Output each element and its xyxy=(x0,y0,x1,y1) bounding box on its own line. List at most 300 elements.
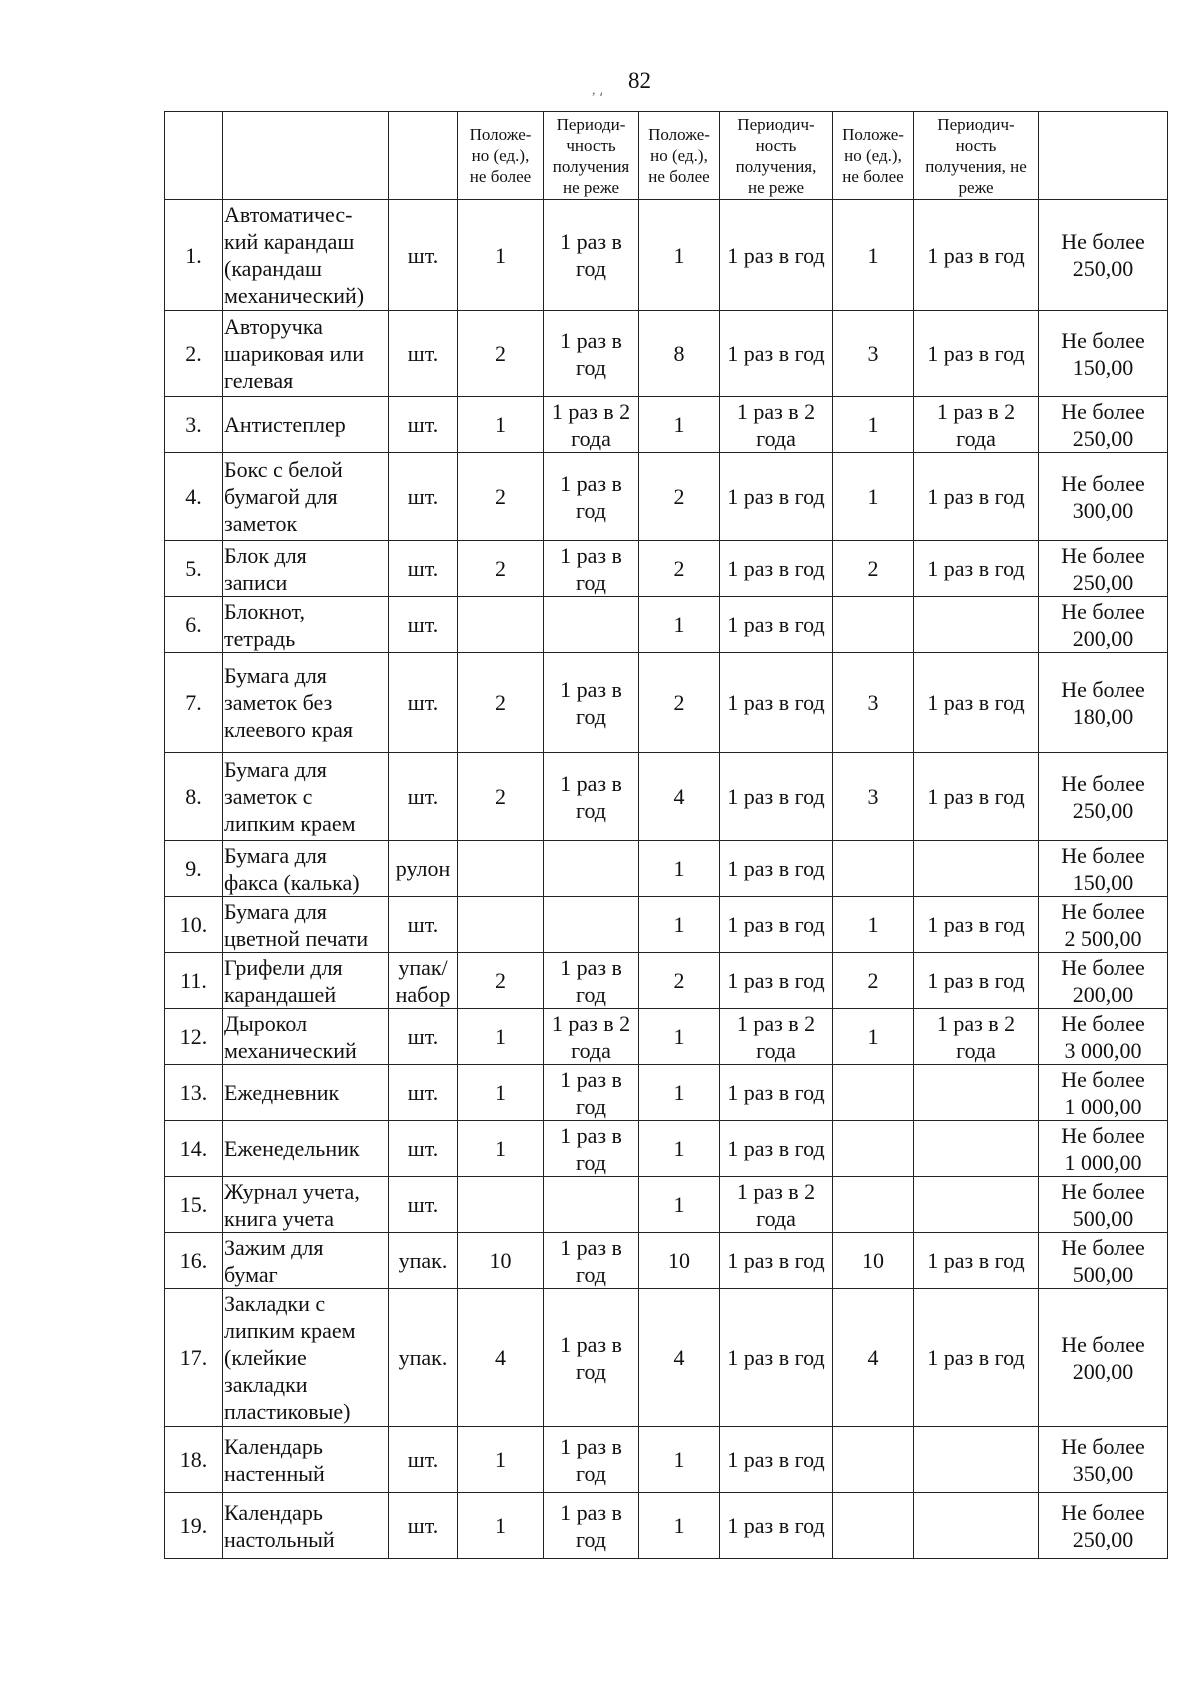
row-number xyxy=(165,753,223,841)
price-limit-line: 3 000,00 xyxy=(1064,1037,1142,1063)
table-row xyxy=(165,541,1168,597)
row-number xyxy=(165,953,223,1009)
item-name xyxy=(223,200,389,311)
price-limit-line: 200,00 xyxy=(1072,625,1134,651)
item-name-line: настольный xyxy=(224,1526,335,1552)
unit-line: шт. xyxy=(407,412,439,437)
item-name-line: Автоматичес- xyxy=(224,202,353,227)
period-2-line: 1 раз в год xyxy=(727,1513,825,1538)
period-2 xyxy=(720,200,833,311)
period-3-line: 1 раз в год xyxy=(927,556,1025,581)
period-1 xyxy=(544,953,639,1009)
item-name-line: (карандаш xyxy=(224,256,322,281)
scan-mark: , ⸲ xyxy=(592,83,603,98)
period-2-line: 1 раз в год xyxy=(727,1136,825,1161)
period-1-line: год xyxy=(575,797,607,823)
header-period-1-line: чность xyxy=(566,135,616,155)
period-2-line: 1 раз в год xyxy=(727,1345,825,1370)
row-number-line: 4. xyxy=(185,484,202,509)
unit xyxy=(389,841,458,897)
table-row xyxy=(165,311,1168,397)
item-name-line: Блок для xyxy=(224,542,307,568)
unit xyxy=(389,541,458,597)
norm-qty-2 xyxy=(639,1493,720,1559)
norm-qty-1-line: 2 xyxy=(495,690,506,715)
period-3 xyxy=(914,1009,1039,1065)
price-limit xyxy=(1039,1493,1168,1559)
norm-qty-1 xyxy=(458,1233,544,1289)
period-2-line: 1 раз в год xyxy=(727,856,825,881)
row-number-line: 10. xyxy=(179,912,208,937)
norm-qty-3 xyxy=(833,953,914,1009)
period-3 xyxy=(914,200,1039,311)
period-3-line: 1 раз в год xyxy=(927,968,1025,993)
norm-qty-3 xyxy=(833,541,914,597)
unit xyxy=(389,1427,458,1493)
item-name-line: бумагой для xyxy=(224,484,338,509)
period-1-line: 1 раз в xyxy=(560,229,622,254)
price-limit-line: 200,00 xyxy=(1072,1358,1134,1384)
row-number xyxy=(165,1427,223,1493)
period-3-line: 1 раз в год xyxy=(927,484,1025,509)
period-1-line: 1 раз в xyxy=(560,1066,622,1092)
period-3-line: 1 раз в год xyxy=(927,242,1025,268)
table-body xyxy=(165,112,1168,1559)
period-2 xyxy=(720,1121,833,1177)
norm-qty-2-line: 1 xyxy=(673,856,685,881)
norm-qty-3 xyxy=(833,1493,914,1559)
norm-qty-2 xyxy=(639,953,720,1009)
price-limit xyxy=(1039,753,1168,841)
period-3 xyxy=(914,541,1039,597)
norm-qty-1 xyxy=(458,1121,544,1177)
period-3-line: 1 раз в год xyxy=(927,1345,1025,1370)
row-number xyxy=(165,541,223,597)
norm-qty-2-line: 2 xyxy=(673,484,685,509)
price-limit xyxy=(1039,1009,1168,1065)
period-1-line: 1 раз в xyxy=(560,1499,622,1525)
period-1-line: год xyxy=(575,703,607,729)
norm-qty-1-line: 1 xyxy=(495,1447,506,1472)
norm-qty-2-line: 10 xyxy=(668,1248,690,1273)
norm-qty-1-line: 10 xyxy=(489,1248,512,1273)
norms-table xyxy=(164,111,1168,1559)
header-period-2-line: не реже xyxy=(747,177,804,197)
norm-qty-2-line: 1 xyxy=(673,1080,685,1105)
period-2-line: 1 раз в год xyxy=(727,1080,825,1105)
period-2-line: 1 раз в год xyxy=(727,912,825,937)
item-name xyxy=(223,453,389,541)
norm-qty-2 xyxy=(639,311,720,397)
norm-qty-2-line: 8 xyxy=(673,341,685,366)
period-3-line: 1 раз в 2 xyxy=(936,398,1016,424)
norm-qty-2-line: 1 xyxy=(673,412,685,437)
item-name-line: Бумага для xyxy=(224,842,327,868)
row-number xyxy=(165,1009,223,1065)
price-limit xyxy=(1039,841,1168,897)
price-limit xyxy=(1039,453,1168,541)
header-period-2 xyxy=(720,112,833,200)
period-2-line: 1 раз в год xyxy=(727,784,825,809)
item-name-line: закладки xyxy=(224,1372,308,1397)
table-row xyxy=(165,897,1168,953)
table-row xyxy=(165,1121,1168,1177)
norm-qty-3-line: 1 xyxy=(867,242,879,268)
item-name-line: Календарь xyxy=(224,1433,323,1459)
norm-qty-3 xyxy=(833,897,914,953)
norm-qty-3 xyxy=(833,1427,914,1493)
period-2-line: 1 раз в 2 xyxy=(736,1178,816,1204)
price-limit xyxy=(1039,200,1168,311)
period-2 xyxy=(720,1233,833,1289)
item-name-line: факса (калька) xyxy=(224,869,360,895)
price-limit-line: Не более xyxy=(1061,676,1145,702)
price-limit xyxy=(1039,953,1168,1009)
norm-qty-3-line: 4 xyxy=(867,1345,879,1370)
header-norm-2-line: но (ед.), xyxy=(650,146,708,165)
period-3 xyxy=(914,397,1039,453)
period-3 xyxy=(914,653,1039,753)
norm-qty-3-line: 3 xyxy=(867,784,879,809)
unit-line: шт. xyxy=(407,1024,439,1049)
period-1 xyxy=(544,541,639,597)
norm-qty-3 xyxy=(833,1065,914,1121)
item-name-line: гелевая xyxy=(224,368,294,393)
norm-qty-1 xyxy=(458,1177,544,1233)
price-limit-line: 1 000,00 xyxy=(1064,1093,1142,1119)
item-name-line: Журнал учета, xyxy=(224,1178,360,1204)
unit xyxy=(389,397,458,453)
norm-qty-1-line: 2 xyxy=(495,484,506,509)
row-number xyxy=(165,1177,223,1233)
norm-qty-2-line: 4 xyxy=(673,1345,685,1370)
item-name-line: записи xyxy=(224,569,288,595)
row-number xyxy=(165,1121,223,1177)
header-norm-1 xyxy=(458,112,544,200)
period-2 xyxy=(720,1009,833,1065)
row-number xyxy=(165,311,223,397)
item-name-line: Авторучка xyxy=(224,314,323,339)
norm-qty-2 xyxy=(639,1289,720,1427)
period-2-line: года xyxy=(756,1037,796,1063)
price-limit-line: Не более xyxy=(1061,898,1145,924)
item-name-line: заметок без xyxy=(224,690,333,715)
norm-qty-1 xyxy=(458,311,544,397)
period-1-line: 1 раз в xyxy=(560,1122,622,1148)
period-1-line: 1 раз в xyxy=(560,542,622,568)
period-2 xyxy=(720,897,833,953)
period-1-line: 1 раз в xyxy=(560,1234,622,1260)
price-limit-line: 150,00 xyxy=(1072,869,1134,895)
item-name-line: Бокс с белой xyxy=(224,457,343,482)
period-1 xyxy=(544,1009,639,1065)
period-1-line: 1 раз в xyxy=(560,1433,622,1459)
norm-qty-2-line: 1 xyxy=(673,1513,685,1538)
period-2-line: 1 раз в год xyxy=(727,612,825,637)
unit-line: упак. xyxy=(398,1345,448,1370)
period-1-line: 1 раз в xyxy=(560,954,622,980)
period-1-line: год xyxy=(575,1093,607,1119)
period-3-line: 1 раз в 2 xyxy=(936,1010,1016,1036)
period-2-line: 1 раз в год xyxy=(727,690,825,715)
table-row xyxy=(165,1065,1168,1121)
item-name xyxy=(223,397,389,453)
item-name-line: карандашей xyxy=(224,981,337,1007)
item-name-line: клеевого края xyxy=(224,717,353,742)
table-row xyxy=(165,1009,1168,1065)
price-limit-line: Не более xyxy=(1061,1178,1145,1204)
row-number-line: 18. xyxy=(179,1447,208,1472)
norm-qty-3-line: 2 xyxy=(867,556,879,581)
price-limit-line: 300,00 xyxy=(1072,497,1134,523)
price-limit xyxy=(1039,541,1168,597)
price-limit-line: 2 500,00 xyxy=(1064,925,1142,951)
period-1-line: 1 раз в xyxy=(560,770,622,796)
unit-line: набор xyxy=(395,981,451,1007)
header-norm-3-line: но (ед.), xyxy=(844,146,902,165)
unit xyxy=(389,953,458,1009)
period-3 xyxy=(914,1121,1039,1177)
norm-qty-2-line: 1 xyxy=(673,242,685,268)
price-limit-line: Не более xyxy=(1061,1010,1145,1036)
period-2 xyxy=(720,541,833,597)
unit-line: шт. xyxy=(407,912,439,937)
norm-qty-2 xyxy=(639,1177,720,1233)
row-number xyxy=(165,1233,223,1289)
item-name-line: заметок xyxy=(224,511,298,536)
price-limit xyxy=(1039,1177,1168,1233)
item-name-line: Зажим для xyxy=(224,1234,324,1260)
row-number xyxy=(165,597,223,653)
item-name xyxy=(223,1065,389,1121)
item-name-line: кий карандаш xyxy=(224,229,355,254)
period-1 xyxy=(544,311,639,397)
item-name xyxy=(223,1289,389,1427)
row-number xyxy=(165,1289,223,1427)
price-limit-line: Не более xyxy=(1061,954,1145,980)
norm-qty-3-line: 3 xyxy=(867,341,879,366)
price-limit-line: Не более xyxy=(1061,229,1145,254)
item-name-line: книга учета xyxy=(224,1205,334,1231)
norm-qty-3 xyxy=(833,453,914,541)
table-row xyxy=(165,1493,1168,1559)
header-period-3-line: Периодич- xyxy=(937,114,1015,134)
price-limit xyxy=(1039,1233,1168,1289)
norm-qty-3 xyxy=(833,753,914,841)
period-1-line: года xyxy=(571,425,611,451)
period-1 xyxy=(544,597,639,653)
norm-qty-1 xyxy=(458,953,544,1009)
norm-qty-2 xyxy=(639,541,720,597)
unit-line: рулон xyxy=(395,856,451,881)
period-3 xyxy=(914,1065,1039,1121)
row-number-line: 3. xyxy=(185,412,202,437)
period-1 xyxy=(544,653,639,753)
unit xyxy=(389,597,458,653)
norm-qty-1-line: 2 xyxy=(495,556,506,581)
item-name-line: Бумага для xyxy=(224,898,327,924)
price-limit-line: 250,00 xyxy=(1072,569,1134,595)
norm-qty-3-line: 1 xyxy=(867,912,879,937)
header-norm-2-line: не более xyxy=(648,167,710,186)
row-number-line: 6. xyxy=(185,612,202,637)
period-3-line: 1 раз в год xyxy=(927,341,1025,366)
period-1-line: 1 раз в xyxy=(560,327,622,353)
price-limit-line: Не более xyxy=(1061,542,1145,568)
norm-qty-2-line: 2 xyxy=(673,690,685,715)
norm-qty-2 xyxy=(639,397,720,453)
period-3 xyxy=(914,1493,1039,1559)
period-1-line: 1 раз в 2 xyxy=(551,398,631,424)
unit xyxy=(389,653,458,753)
period-1-line: год xyxy=(575,256,607,281)
table-row xyxy=(165,841,1168,897)
price-limit xyxy=(1039,1427,1168,1493)
table-row xyxy=(165,953,1168,1009)
unit xyxy=(389,200,458,311)
price-limit-line: 250,00 xyxy=(1072,797,1134,823)
price-limit-line: 1 000,00 xyxy=(1064,1149,1142,1175)
period-1-line: год xyxy=(575,569,607,595)
norm-qty-3 xyxy=(833,311,914,397)
norm-qty-2 xyxy=(639,1233,720,1289)
period-2-line: 1 раз в год xyxy=(727,341,825,366)
price-limit xyxy=(1039,653,1168,753)
price-limit-line: Не более xyxy=(1061,470,1145,496)
table-row xyxy=(165,1289,1168,1427)
unit-line: шт. xyxy=(407,612,439,637)
norm-qty-1-line: 1 xyxy=(495,1136,506,1161)
item-name-line: тетрадь xyxy=(224,625,296,651)
period-3-line: 1 раз в год xyxy=(927,1248,1025,1273)
period-1-line: год xyxy=(575,1261,607,1287)
period-3 xyxy=(914,1233,1039,1289)
period-2 xyxy=(720,1427,833,1493)
norm-qty-1-line: 2 xyxy=(495,968,506,993)
row-number xyxy=(165,841,223,897)
header-period-1-line: Периоди- xyxy=(556,114,626,134)
row-number-line: 14. xyxy=(179,1136,208,1161)
table-row xyxy=(165,597,1168,653)
price-limit-line: Не более xyxy=(1061,1331,1145,1357)
price-limit xyxy=(1039,1289,1168,1427)
unit xyxy=(389,1493,458,1559)
period-1 xyxy=(544,453,639,541)
norm-qty-2 xyxy=(639,1065,720,1121)
norm-qty-1 xyxy=(458,1289,544,1427)
unit-line: упак. xyxy=(398,1248,448,1273)
item-name-line: Ежедневник xyxy=(224,1080,340,1105)
header-period-2-line: Периодич- xyxy=(737,114,815,134)
norm-qty-3 xyxy=(833,1121,914,1177)
price-limit xyxy=(1039,311,1168,397)
norm-qty-3 xyxy=(833,597,914,653)
item-name xyxy=(223,753,389,841)
item-name xyxy=(223,841,389,897)
period-1 xyxy=(544,1121,639,1177)
period-3-line: года xyxy=(956,425,996,451)
norm-qty-3-line: 1 xyxy=(867,484,879,509)
unit-line: шт. xyxy=(407,341,439,366)
row-number xyxy=(165,653,223,753)
norm-qty-1-line: 1 xyxy=(495,1024,506,1049)
norm-qty-1-line: 1 xyxy=(495,242,506,268)
table-row xyxy=(165,1233,1168,1289)
table-row xyxy=(165,1177,1168,1233)
period-1-line: год xyxy=(575,981,607,1007)
period-1 xyxy=(544,397,639,453)
period-1 xyxy=(544,200,639,311)
norm-qty-1 xyxy=(458,541,544,597)
header-unit xyxy=(389,112,458,200)
norm-qty-1 xyxy=(458,397,544,453)
period-2 xyxy=(720,953,833,1009)
norm-qty-1-line: 2 xyxy=(495,341,506,366)
price-limit-line: Не более xyxy=(1061,1499,1145,1525)
norm-qty-1 xyxy=(458,897,544,953)
norm-qty-2-line: 1 xyxy=(673,1192,685,1217)
header-row xyxy=(165,112,1168,200)
row-number-line: 16. xyxy=(179,1248,208,1273)
norm-qty-1-line: 1 xyxy=(495,1080,506,1105)
unit-line: шт. xyxy=(407,484,439,509)
norm-qty-3 xyxy=(833,397,914,453)
price-limit-line: 350,00 xyxy=(1072,1460,1134,1486)
row-number-line: 12. xyxy=(179,1024,208,1049)
period-2-line: 1 раз в 2 xyxy=(736,398,816,424)
unit-line: шт. xyxy=(407,556,439,581)
period-1-line: 1 раз в xyxy=(560,676,622,702)
item-name xyxy=(223,653,389,753)
norm-qty-3-line: 10 xyxy=(862,1248,884,1273)
price-limit-line: 250,00 xyxy=(1072,425,1134,451)
item-name-line: (клейкие xyxy=(224,1345,307,1370)
norm-qty-1 xyxy=(458,597,544,653)
item-name xyxy=(223,1177,389,1233)
period-1 xyxy=(544,1065,639,1121)
row-number-line: 13. xyxy=(179,1080,208,1105)
header-norm-2-line: Положе- xyxy=(648,125,710,144)
item-name-line: механический xyxy=(224,1037,357,1063)
item-name-line: Дырокол xyxy=(224,1010,308,1036)
period-3 xyxy=(914,1177,1039,1233)
header-norm-1-line: не более xyxy=(469,167,532,186)
norm-qty-2 xyxy=(639,1427,720,1493)
unit-line: шт. xyxy=(407,1080,439,1105)
price-limit-line: 250,00 xyxy=(1072,1526,1134,1552)
price-limit-line: 200,00 xyxy=(1072,981,1134,1007)
norm-qty-3-line: 2 xyxy=(867,968,879,993)
period-3-line: 1 раз в год xyxy=(927,912,1025,937)
header-period-1-line: получения xyxy=(552,156,630,176)
unit-line: шт. xyxy=(407,242,439,268)
norm-qty-1 xyxy=(458,653,544,753)
norm-qty-2 xyxy=(639,841,720,897)
period-2 xyxy=(720,653,833,753)
norm-qty-1 xyxy=(458,200,544,311)
row-number-line: 8. xyxy=(185,784,202,809)
row-number xyxy=(165,1065,223,1121)
unit-line: упак/ xyxy=(398,954,448,980)
item-name-line: шариковая или xyxy=(224,341,365,366)
period-2-line: 1 раз в год xyxy=(727,968,825,993)
norm-qty-3-line: 1 xyxy=(867,412,879,437)
row-number-line: 11. xyxy=(180,968,207,993)
norm-qty-1 xyxy=(458,1009,544,1065)
price-limit-line: 150,00 xyxy=(1072,354,1134,380)
period-2 xyxy=(720,1289,833,1427)
norm-qty-2-line: 1 xyxy=(673,1136,685,1161)
